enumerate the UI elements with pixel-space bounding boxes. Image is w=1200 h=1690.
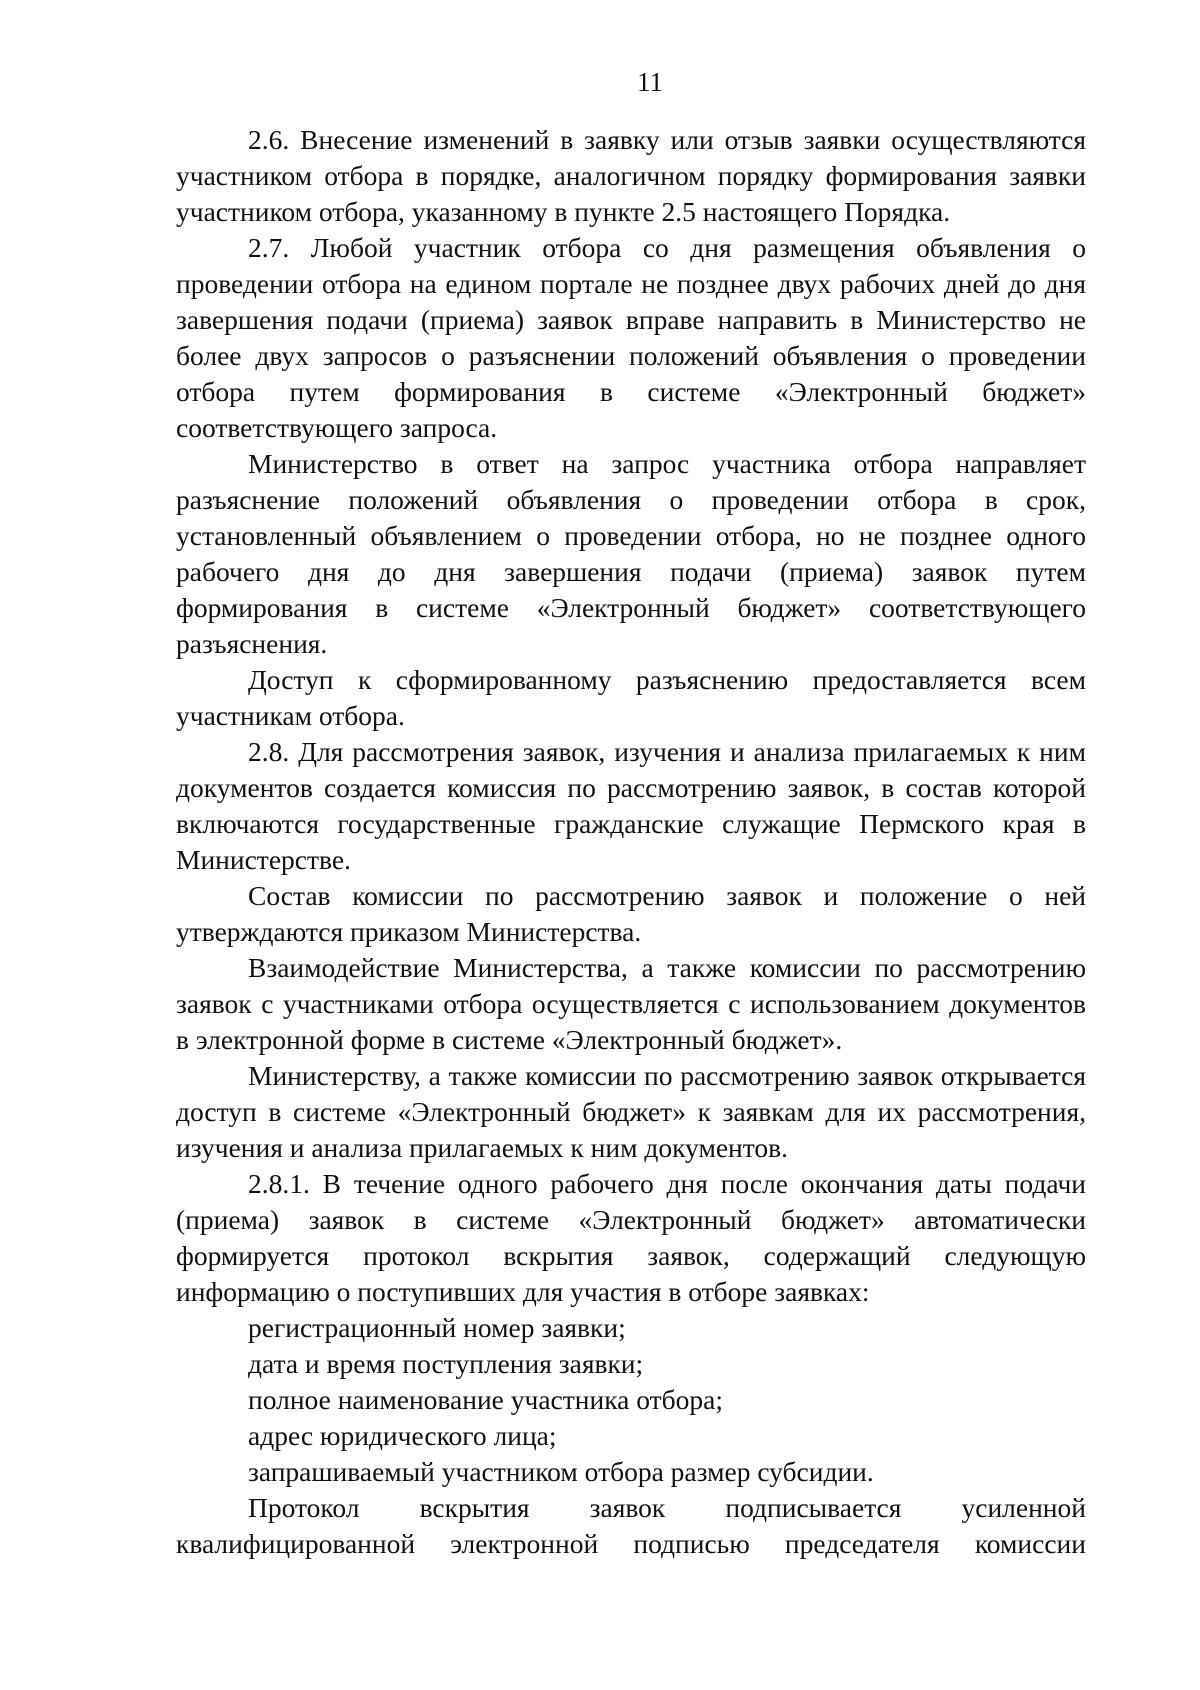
paragraph-commission-composition: Состав комиссии по рассмотрению заявок и положение о ней утверждаются приказом Министерства. [176,880,1086,947]
list-item-date-time: дата и время поступления заявки; [248,1348,644,1379]
paragraph-2-6: 2.6. Внесение изменений в заявку или отзыв заявки осуществляются участником отбора в порядке, аналогичном порядку формирования заявки участником отбора, указанному в пункте 2.5 настоящего Порядка. [176,124,1086,227]
list-item-legal-address: адрес юридического лица; [248,1420,557,1451]
paragraph-ministry-response: Министерство в ответ на запрос участника отбора направляет разъяснение положений объявления о проведении отбора в срок, установленный объявлением о проведении отбора, но не позднее одного рабочего дня до дня завершения подачи (приема) заявок путем формирования в системе «Электронный бюджет» соответствующего разъяснения. [176,448,1086,659]
paragraph-access: Доступ к сформированному разъяснению предоставляется всем участникам отбора. [176,664,1086,731]
paragraph-2-8-1: 2.8.1. В течение одного рабочего дня после окончания даты подачи (приема) заявок в системе «Электронный бюджет» автоматически формируется протокол вскрытия заявок, содержащий следующую информацию о поступивших для участия в отборе заявках: [176,1168,1086,1307]
document-body [176,122,1086,1562]
paragraph-2-8: 2.8. Для рассмотрения заявок, изучения и анализа прилагаемых к ним документов создается комиссия по рассмотрению заявок, в состав которой включаются государственные гражданские служащие Пермского края в Министерстве. [176,736,1086,875]
paragraph-protocol-signing: Протокол вскрытия заявок подписывается усиленной квалифицированной электронной подписью председателя комиссии [176,1492,1086,1559]
list-item-subsidy-amount: запрашиваемый участником отбора размер субсидии. [248,1456,874,1487]
page-number: 11 [637,67,663,97]
paragraph-system-access: Министерству, а также комиссии по рассмотрению заявок открывается доступ в системе «Электронный бюджет» к заявкам для их рассмотрения, изучения и анализа прилагаемых к ним документов. [176,1060,1086,1163]
list-item-full-name: полное наименование участника отбора; [248,1384,723,1415]
paragraph-2-7: 2.7. Любой участник отбора со дня размещения объявления о проведении отбора на едином портале не позднее двух рабочих дней до дня завершения подачи (приема) заявок вправе направить в Министерство не более двух запросов о разъяснении положений объявления о проведении отбора путем формирования в системе «Электронный бюджет» соответствующего запроса. [176,232,1086,443]
paragraph-interaction: Взаимодействие Министерства, а также комиссии по рассмотрению заявок с участниками отбора осуществляется с использованием документов в электронной форме в системе «Электронный бюджет». [176,952,1086,1055]
list-item-registration-number: регистрационный номер заявки; [248,1312,626,1343]
